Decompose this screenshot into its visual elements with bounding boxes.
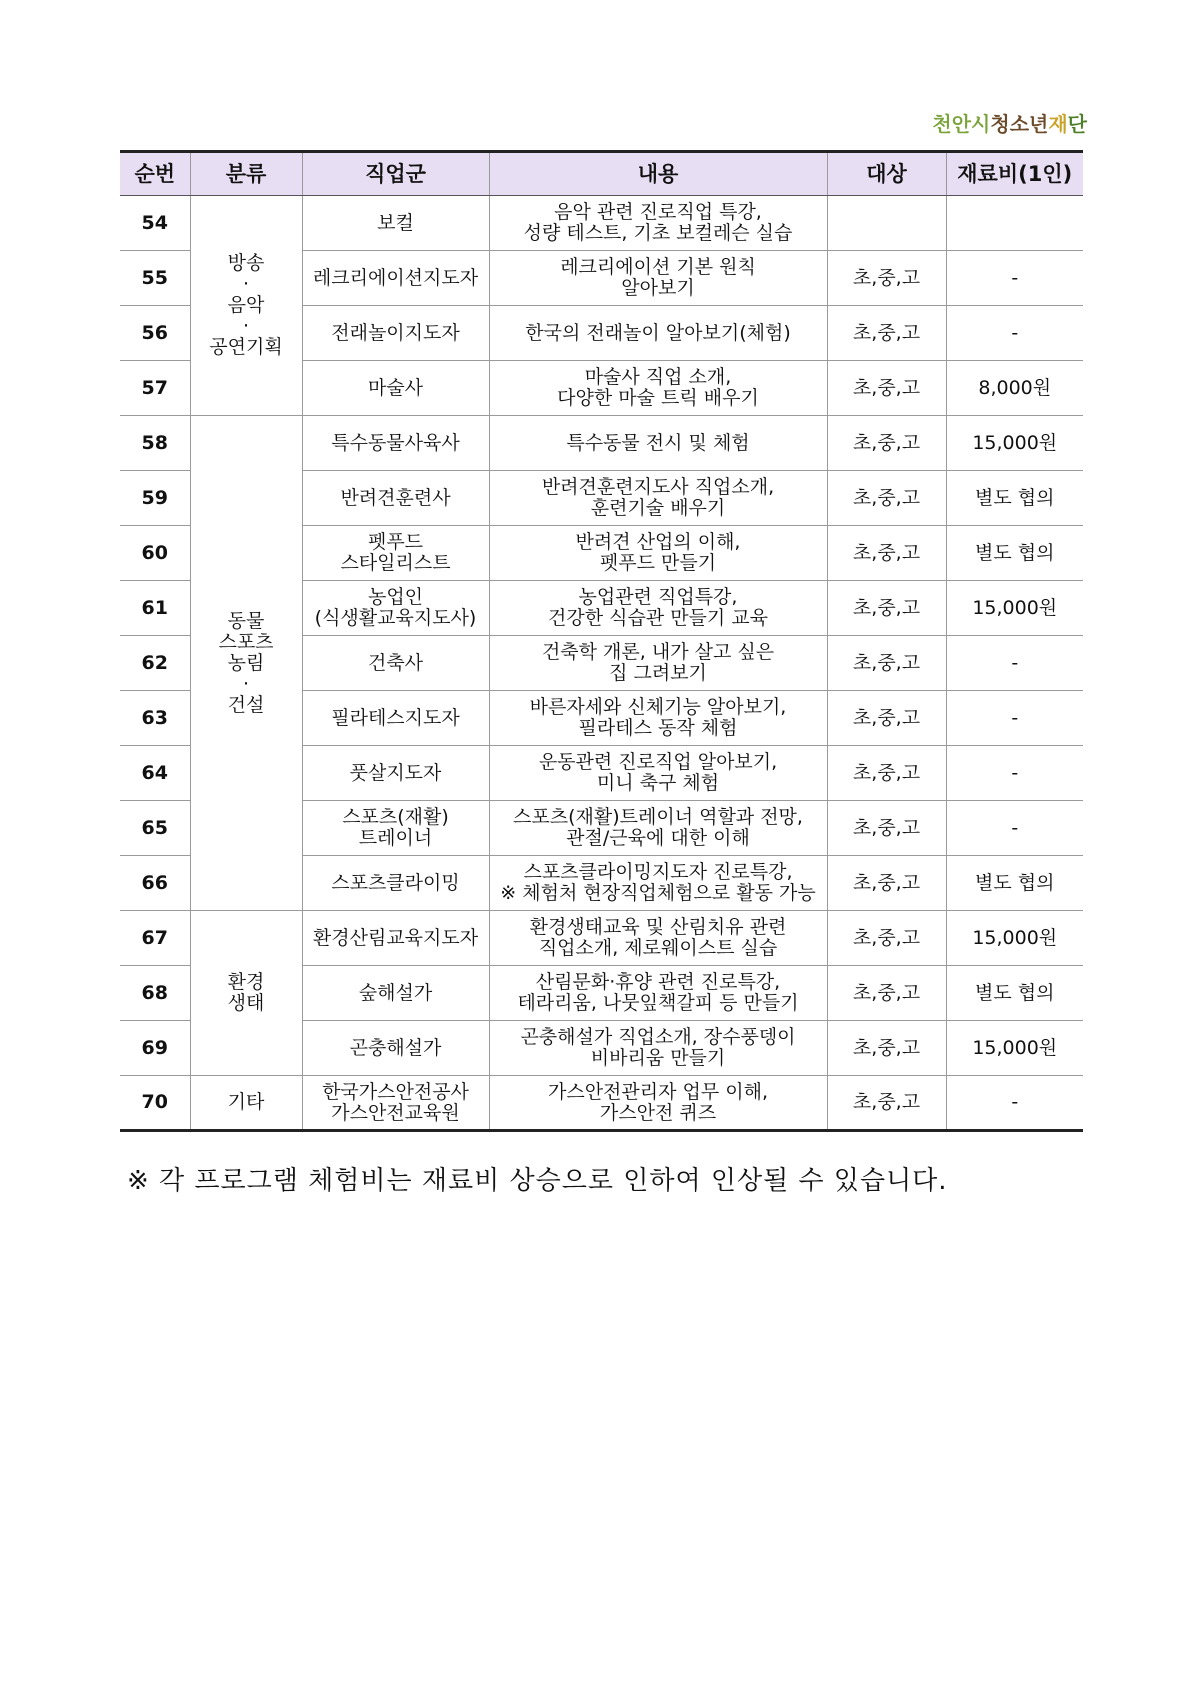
content-line: 비바리움 만들기 xyxy=(590,1047,726,1069)
row-number: 59 xyxy=(120,471,190,526)
header-content: 내용 xyxy=(489,152,827,196)
target-cell xyxy=(827,196,946,251)
content-cell xyxy=(489,306,827,361)
category-line: 기타 xyxy=(227,1091,265,1113)
content-line: 산림문화·휴양 관련 진로특강, xyxy=(535,971,781,993)
row-number: 65 xyxy=(120,801,190,856)
row-number: 57 xyxy=(120,361,190,416)
program-table xyxy=(120,150,1083,1132)
job-line: 마술사 xyxy=(367,376,424,399)
category-cell xyxy=(190,196,302,416)
job-line: 스포츠(재활) xyxy=(342,806,449,828)
content-line: 가스안전 퀴즈 xyxy=(599,1101,717,1124)
target-cell: 초,중,고 xyxy=(827,801,946,856)
content-line: 가스안전관리자 업무 이해, xyxy=(547,1080,768,1103)
table-header-row xyxy=(120,152,1083,196)
content-line: 음악 관련 진로직업 특강, xyxy=(554,201,762,223)
target-cell: 초,중,고 xyxy=(827,911,946,966)
content-cell xyxy=(489,1021,827,1076)
content-cell xyxy=(489,416,827,471)
table-row xyxy=(120,911,1083,966)
job-line: 필라테스지도자 xyxy=(331,706,460,729)
header-category: 분류 xyxy=(190,152,302,196)
job-line: 환경산림교육지도자 xyxy=(312,926,479,949)
content-line: 다양한 마술 트릭 배우기 xyxy=(557,387,759,409)
row-number: 64 xyxy=(120,746,190,801)
job-cell xyxy=(302,746,489,801)
target-cell: 초,중,고 xyxy=(827,526,946,581)
category-line: 방송 xyxy=(227,252,265,274)
category-line: 동물 xyxy=(227,609,265,632)
header-no: 순번 xyxy=(120,152,190,196)
job-line: 농업인 xyxy=(367,586,424,608)
row-number: 56 xyxy=(120,306,190,361)
job-cell xyxy=(302,581,489,636)
job-line: 건축사 xyxy=(367,651,424,674)
content-line: 스포츠(재활)트레이너 역할과 전망, xyxy=(513,806,803,828)
content-cell xyxy=(489,471,827,526)
content-cell xyxy=(489,911,827,966)
target-cell: 초,중,고 xyxy=(827,306,946,361)
target-cell: 초,중,고 xyxy=(827,361,946,416)
target-cell: 초,중,고 xyxy=(827,856,946,911)
foundation-logo xyxy=(932,108,1087,137)
header-target: 대상 xyxy=(827,152,946,196)
job-line: 스타일리스트 xyxy=(340,552,451,574)
fee-cell: - xyxy=(946,691,1083,746)
job-line: (식생활교육지도사) xyxy=(314,607,477,629)
fee-cell: 15,000원 xyxy=(946,581,1083,636)
job-cell xyxy=(302,361,489,416)
job-cell xyxy=(302,1021,489,1076)
row-number: 58 xyxy=(120,416,190,471)
content-line: 반려견 산업의 이해, xyxy=(575,531,741,553)
content-line: 훈련기술 배우기 xyxy=(590,497,726,519)
fee-cell: - xyxy=(946,636,1083,691)
job-line: 전래놀이지도자 xyxy=(331,321,460,344)
fee-cell: 15,000원 xyxy=(946,1021,1083,1076)
job-line: 풋살지도자 xyxy=(349,761,442,784)
job-line: 한국가스안전공사 xyxy=(322,1080,469,1103)
content-cell xyxy=(489,746,827,801)
logo-part-4: 단 xyxy=(1067,112,1087,136)
content-line: 건강한 식습관 만들기 교육 xyxy=(547,607,768,629)
fee-cell: 별도 협의 xyxy=(946,856,1083,911)
target-cell: 초,중,고 xyxy=(827,636,946,691)
table-body xyxy=(120,196,1083,1131)
fee-cell: - xyxy=(946,251,1083,306)
category-line: 환경 xyxy=(227,971,265,993)
content-line: 집 그려보기 xyxy=(609,662,707,684)
content-line: 스포츠클라이밍지도자 진로특강, xyxy=(523,861,793,883)
price-note: ※ 각 프로그램 체험비는 재료비 상승으로 인하여 인상될 수 있습니다. xyxy=(127,1166,948,1196)
content-line: 테라리움, 나뭇잎책갈피 등 만들기 xyxy=(517,992,799,1014)
fee-cell: 15,000원 xyxy=(946,911,1083,966)
fee-cell xyxy=(946,196,1083,251)
row-number: 70 xyxy=(120,1076,190,1131)
job-cell xyxy=(302,196,489,251)
job-cell xyxy=(302,471,489,526)
header-job: 직업군 xyxy=(302,152,489,196)
fee-cell: 별도 협의 xyxy=(946,526,1083,581)
target-cell: 초,중,고 xyxy=(827,1076,946,1131)
content-line: 필라테스 동작 체험 xyxy=(578,717,738,739)
content-line: 곤충해설가 직업소개, 장수풍뎅이 xyxy=(520,1026,796,1048)
row-number: 60 xyxy=(120,526,190,581)
content-cell xyxy=(489,361,827,416)
content-line: 펫푸드 만들기 xyxy=(599,552,717,574)
content-cell xyxy=(489,1076,827,1131)
job-line: 특수동물사육사 xyxy=(331,431,460,454)
content-line: 한국의 전래놀이 알아보기(체험) xyxy=(525,321,791,344)
logo-part-2: 청소년 xyxy=(990,112,1049,136)
target-cell: 초,중,고 xyxy=(827,966,946,1021)
job-line: 반려견훈련사 xyxy=(340,486,451,509)
fee-cell: 8,000원 xyxy=(946,361,1083,416)
content-cell xyxy=(489,856,827,911)
job-cell xyxy=(302,801,489,856)
target-cell: 초,중,고 xyxy=(827,691,946,746)
job-cell xyxy=(302,856,489,911)
target-cell: 초,중,고 xyxy=(827,251,946,306)
row-number: 68 xyxy=(120,966,190,1021)
row-number: 63 xyxy=(120,691,190,746)
job-line: 레크리에이션지도자 xyxy=(312,266,479,289)
job-cell xyxy=(302,416,489,471)
fee-cell: 별도 협의 xyxy=(946,966,1083,1021)
table-row xyxy=(120,416,1083,471)
fee-cell: - xyxy=(946,306,1083,361)
category-line: 농림 xyxy=(227,651,265,674)
row-number: 66 xyxy=(120,856,190,911)
category-line: · xyxy=(242,672,250,695)
content-cell xyxy=(489,581,827,636)
fee-cell: 별도 협의 xyxy=(946,471,1083,526)
content-line: 환경생태교육 및 산림치유 관련 xyxy=(529,916,787,938)
category-line: 음악 xyxy=(227,294,265,316)
table-row xyxy=(120,1076,1083,1131)
content-cell xyxy=(489,966,827,1021)
job-cell xyxy=(302,306,489,361)
content-cell xyxy=(489,196,827,251)
content-line: 운동관련 진로직업 알아보기, xyxy=(538,751,778,773)
category-line: 스포츠 xyxy=(218,630,274,653)
job-cell xyxy=(302,691,489,746)
category-line: 공연기획 xyxy=(209,336,283,358)
target-cell: 초,중,고 xyxy=(827,746,946,801)
job-line: 가스안전교육원 xyxy=(331,1101,460,1124)
fee-cell: - xyxy=(946,1076,1083,1131)
job-cell xyxy=(302,636,489,691)
row-number: 69 xyxy=(120,1021,190,1076)
content-cell xyxy=(489,801,827,856)
content-line: 반려견훈련지도사 직업소개, xyxy=(541,476,775,498)
content-line: 농업관련 직업특강, xyxy=(578,586,738,608)
content-line: ※ 체험처 현장직업체험으로 활동 가능 xyxy=(500,882,816,904)
job-cell xyxy=(302,911,489,966)
content-cell xyxy=(489,251,827,306)
content-line: 바른자세와 신체기능 알아보기, xyxy=(529,696,787,718)
row-number: 61 xyxy=(120,581,190,636)
content-cell xyxy=(489,636,827,691)
logo-part-1: 천안시 xyxy=(932,112,991,136)
fee-cell: - xyxy=(946,801,1083,856)
job-cell xyxy=(302,966,489,1021)
row-number: 67 xyxy=(120,911,190,966)
target-cell: 초,중,고 xyxy=(827,1021,946,1076)
target-cell: 초,중,고 xyxy=(827,471,946,526)
content-line: 레크리에이션 기본 원칙 xyxy=(560,256,756,278)
content-line: 마술사 직업 소개, xyxy=(584,366,732,388)
content-cell xyxy=(489,526,827,581)
job-line: 트레이너 xyxy=(358,827,433,849)
fee-cell: 15,000원 xyxy=(946,416,1083,471)
row-number: 55 xyxy=(120,251,190,306)
job-line: 보컬 xyxy=(377,211,414,234)
logo-part-3: 재 xyxy=(1048,112,1068,136)
row-number: 62 xyxy=(120,636,190,691)
fee-cell: - xyxy=(946,746,1083,801)
category-cell xyxy=(190,911,302,1076)
job-line: 스포츠클라이밍 xyxy=(331,871,460,894)
job-line: 곤충해설가 xyxy=(349,1036,442,1059)
category-line: 생태 xyxy=(227,992,265,1014)
job-cell xyxy=(302,526,489,581)
job-cell xyxy=(302,251,489,306)
target-cell: 초,중,고 xyxy=(827,416,946,471)
job-cell xyxy=(302,1076,489,1131)
target-cell: 초,중,고 xyxy=(827,581,946,636)
category-line: · xyxy=(242,273,250,295)
content-line: 미니 축구 체험 xyxy=(596,772,720,794)
category-cell xyxy=(190,416,302,911)
content-line: 성량 테스트, 기초 보컬레슨 실습 xyxy=(523,222,793,244)
content-line: 관절/근육에 대한 이해 xyxy=(566,827,750,849)
content-line: 직업소개, 제로웨이스트 실습 xyxy=(538,937,778,959)
category-cell xyxy=(190,1076,302,1131)
job-line: 펫푸드 xyxy=(367,531,424,553)
category-line: · xyxy=(242,315,250,337)
content-cell xyxy=(489,691,827,746)
header-fee: 재료비(1인) xyxy=(946,152,1083,196)
row-number: 54 xyxy=(120,196,190,251)
category-line: 건설 xyxy=(227,693,265,716)
content-line: 알아보기 xyxy=(621,277,695,299)
content-line: 특수동물 전시 및 체험 xyxy=(566,431,750,454)
table-row xyxy=(120,196,1083,251)
job-line: 숲해설가 xyxy=(358,981,433,1004)
content-line: 건축학 개론, 내가 살고 싶은 xyxy=(541,641,775,663)
